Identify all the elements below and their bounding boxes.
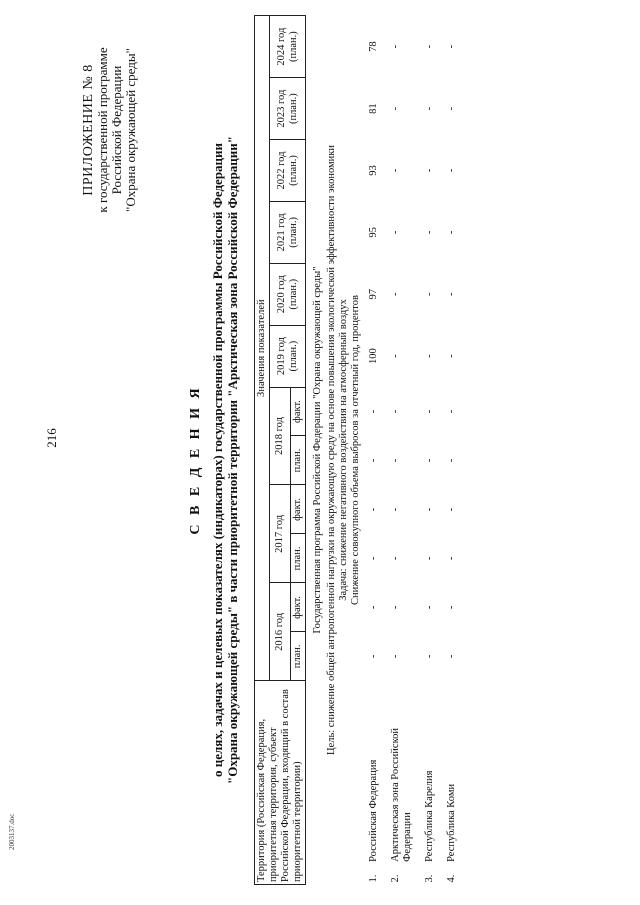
value-cell: - (390, 168, 401, 173)
value-cell: 78 (368, 41, 379, 52)
row-number: 2. (390, 874, 401, 883)
value-cell: - (424, 605, 435, 610)
value-cell: - (424, 44, 435, 49)
sub-header: план. (291, 436, 306, 485)
value-cell: - (424, 654, 435, 659)
task-line: Задача: снижение негативного воздействия на атмосферный воздух (338, 299, 349, 601)
value-cell: - (390, 605, 401, 610)
value-cell: - (390, 292, 401, 296)
row-number: 1. (368, 874, 379, 883)
sub-header: план. (291, 632, 306, 681)
value-cell: - (446, 44, 457, 49)
value-cell: - (446, 556, 457, 561)
year-header: 2017 год (270, 485, 291, 583)
sub-header: факт. (291, 583, 306, 632)
value-cell: - (390, 507, 401, 512)
table-row (384, 16, 418, 885)
territory-header: Территория (Российская Федерация, приоритетная территория, субъект Российской Федерации, входящий в состав приоритетной территории) (255, 681, 306, 885)
value-cell: - (390, 106, 401, 111)
value-cell: - (424, 106, 435, 111)
indicator-line: Снижение совокупного объема выбросов за отчетный год, процентов (350, 295, 361, 605)
value-cell: - (390, 354, 401, 358)
table-row (362, 16, 384, 885)
sub-header: факт. (291, 387, 306, 436)
plan-year-header: 2021 год (план.) (270, 201, 306, 263)
value-cell: - (424, 230, 435, 235)
value-cell: 97 (368, 289, 379, 300)
value-cell: - (368, 605, 379, 610)
value-cell: 81 (368, 103, 379, 114)
value-cell: - (446, 458, 457, 463)
value-cell: - (424, 556, 435, 561)
plan-year-header: 2020 год (план.) (270, 263, 306, 325)
plan-year-header: 2024 год (план.) (270, 16, 306, 78)
document-sheet (64, 0, 624, 905)
value-cell: - (390, 654, 401, 659)
row-territory: Республика Карелия (424, 770, 435, 862)
appendix-line: Российской Федерации (109, 65, 124, 195)
value-cell: - (446, 292, 457, 296)
value-cell: 93 (368, 165, 379, 176)
value-cell: - (368, 507, 379, 512)
value-cell: - (368, 556, 379, 561)
row-territory: Российская Федерация (368, 759, 379, 862)
table-row (418, 16, 440, 885)
goal-line: Цель: снижение общей антропогенной нагрузки на окружающую среду на основе повышения экологической эффективности экономики (326, 145, 337, 756)
appendix-block (82, 15, 138, 245)
value-cell: - (446, 354, 457, 358)
value-cell: - (424, 354, 435, 358)
sub-header: факт. (291, 485, 306, 534)
row-territory: Республика Коми (446, 783, 457, 862)
value-cell: - (424, 409, 435, 414)
table-row (440, 16, 462, 885)
value-cell: - (446, 605, 457, 610)
value-cell: - (446, 654, 457, 659)
plan-year-header: 2022 год (план.) (270, 140, 306, 202)
value-cell: - (424, 168, 435, 173)
value-cell: - (446, 409, 457, 414)
value-cell: - (368, 458, 379, 463)
year-header: 2016 год (270, 583, 291, 681)
document-id: 2003137.doc (8, 813, 16, 850)
plan-year-header: 2023 год (план.) (270, 78, 306, 140)
document-subtitle: о целях, задачах и целевых показателях (индикаторах) государственной программы Российской Федерации (210, 142, 225, 778)
page-number: 216 (44, 428, 59, 448)
value-cell: - (424, 292, 435, 296)
value-cell: - (446, 230, 457, 235)
value-cell: - (368, 654, 379, 659)
program-line: Государственная программа Российской Федерации "Охрана окружающей среды" (312, 266, 323, 634)
row-number: 4. (446, 874, 457, 883)
value-cell: - (390, 458, 401, 463)
value-cell: - (390, 409, 401, 414)
sub-header: план. (291, 534, 306, 583)
value-cell: 95 (368, 227, 379, 238)
plan-year-header: 2019 год (план.) (270, 325, 306, 387)
appendix-title: ПРИЛОЖЕНИЕ № 8 (81, 64, 96, 196)
document-subtitle: "Охрана окружающей среды" в части приоритетной территории "Арктическая зона Российской Федерации" (225, 136, 240, 784)
indicators-table-wrap (254, 15, 462, 885)
value-cell: - (390, 44, 401, 49)
appendix-line: к государственной программе (95, 47, 110, 213)
row-territory: Арктическая зона Российской Федерации (390, 727, 413, 862)
appendix-line: "Охрана окружающей среды" (123, 48, 138, 212)
value-cell: - (390, 556, 401, 561)
value-cell: - (446, 168, 457, 173)
value-cell: 100 (368, 348, 379, 364)
values-header: Значения показателей (255, 16, 270, 681)
value-cell: - (390, 230, 401, 235)
year-header: 2018 год (270, 387, 291, 485)
value-cell: - (424, 458, 435, 463)
value-cell: - (368, 409, 379, 414)
document-heading (188, 35, 240, 885)
value-cell: - (446, 106, 457, 111)
document-title: С В Е Д Е Н И Я (188, 385, 203, 535)
value-cell: - (424, 507, 435, 512)
indicators-table (254, 15, 462, 885)
value-cell: - (446, 507, 457, 512)
row-number: 3. (424, 874, 435, 883)
